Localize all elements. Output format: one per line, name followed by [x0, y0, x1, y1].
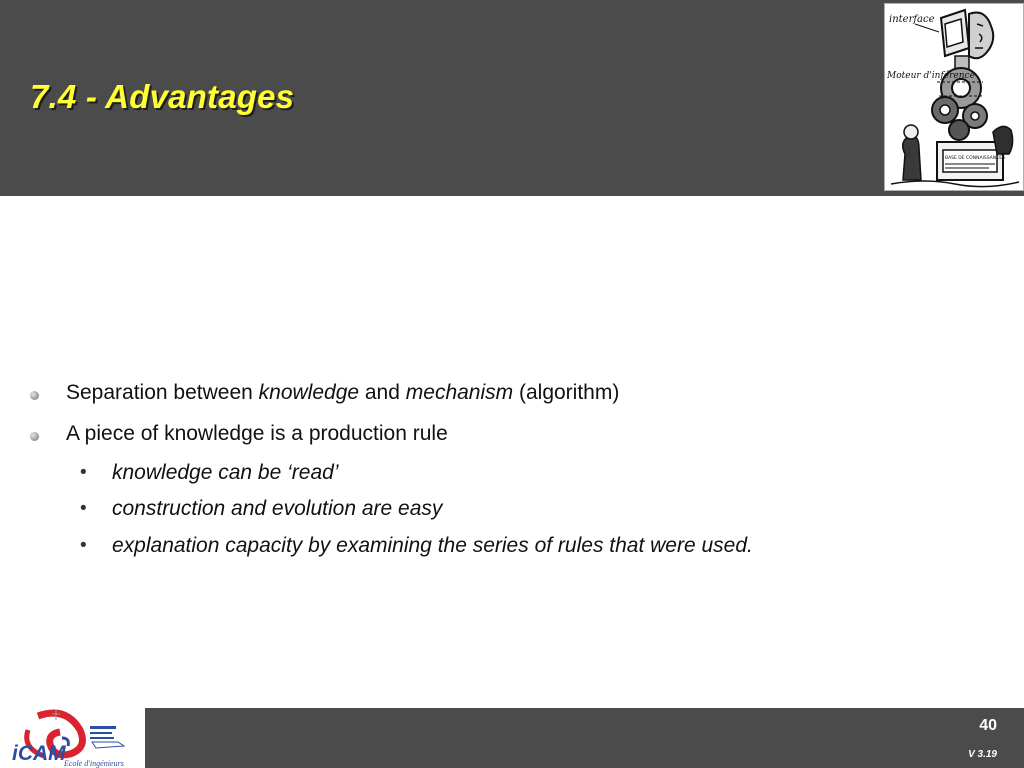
page-number: 40	[979, 717, 997, 734]
bullet-text: A piece of knowledge is a production rule	[66, 422, 448, 445]
sub-bullet-text: explanation capacity by examining the series of rules that were used.	[112, 534, 753, 557]
bullet-text-part: Separation between	[66, 381, 259, 404]
bullet-dot-icon	[30, 432, 39, 441]
bullet-text	[66, 381, 619, 405]
bullet-text-part: (algorithm)	[513, 381, 620, 404]
bullet-text-emphasis: knowledge	[258, 381, 360, 404]
icam-logo-icon	[0, 708, 145, 768]
footer-bar	[145, 708, 1024, 768]
sub-bullet-dot-icon: •	[80, 498, 87, 519]
illustration-caption-base: BASE DE CONNAISSANCES	[945, 156, 1005, 161]
version-label: V 3.19	[968, 749, 997, 760]
illustration-caption-interface: interface	[889, 14, 935, 25]
bullet-text-part: and	[359, 381, 406, 404]
footer	[0, 708, 1024, 768]
sub-bullet-dot-icon: •	[80, 462, 87, 483]
sub-bullet-dot-icon: •	[80, 535, 87, 556]
logo-name: iCAM	[12, 742, 66, 765]
illustration-caption-engine: Moteur d'inférence	[887, 71, 975, 81]
sub-bullet-text: construction and evolution are easy	[112, 497, 443, 520]
bullet-dot-icon	[30, 391, 39, 400]
logo-tagline: Ecole d'ingénieurs	[64, 759, 124, 768]
slide-title: 7.4 - Advantages	[30, 78, 295, 115]
sub-bullet-text: knowledge can be ‘read’	[112, 461, 339, 484]
bullet-text-emphasis: mechanism	[405, 381, 514, 404]
